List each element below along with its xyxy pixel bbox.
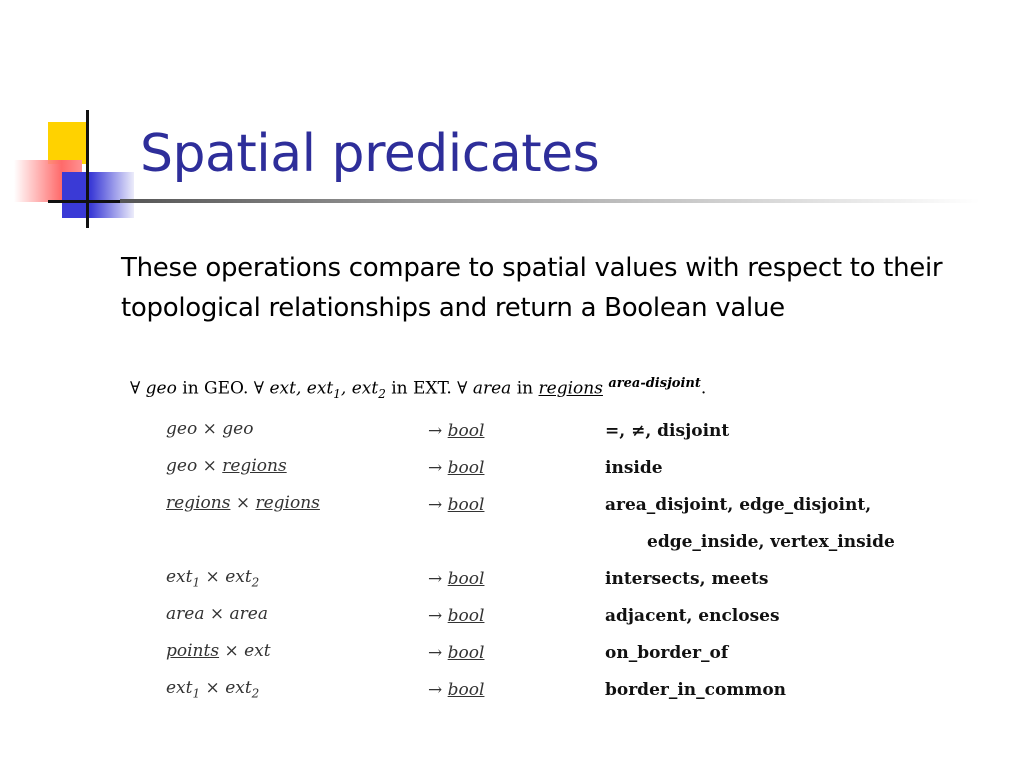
result-bool: bool [447,605,485,626]
slide-logo-squares [0,100,140,230]
formula-sub-2: 2 [378,387,386,402]
signature-operations: =, ≠, disjoint [605,420,730,441]
formula-regions: regions [538,378,603,399]
domain-operand-1: geo [166,419,198,440]
logo-yellow-square [48,122,88,164]
signature-operations: border_in_common [605,679,787,700]
domain-subscript-2: 2 [251,575,260,590]
domain-operand-2: ext [225,567,252,588]
formula-sub-1: 1 [333,387,341,402]
formula-superscript: area-disjoint [608,376,701,391]
signature-domain [160,412,422,449]
signature-row [160,449,901,486]
formula-ext: ext, ext [269,378,334,399]
signature-domain [160,634,422,671]
signature-operations: intersects, meets [605,568,769,589]
domain-times: × [230,493,256,514]
signature-domain [160,671,422,708]
result-bool: bool [447,679,485,700]
domain-operand-2: geo [222,419,254,440]
domain-operand-1: area [166,604,205,625]
signature-operations: edge_inside, vertex_inside [647,531,895,552]
domain-operand-2: regions [222,456,287,477]
signature-row [160,634,901,671]
signature-row [160,523,901,560]
arrow-symbol: → [428,642,448,663]
result-bool: bool [447,457,485,478]
domain-times: × [197,419,223,440]
result-bool: bool [447,494,485,515]
domain-operand-2: ext [244,641,271,662]
signature-result-type [422,523,599,560]
domain-operand-1: geo [166,456,198,477]
result-bool: bool [447,642,485,663]
signature-domain [160,449,422,486]
domain-operand-2: regions [255,493,320,514]
formula-in-geo: in GEO. ∀ [176,378,270,399]
domain-times: × [200,567,226,588]
domain-operand-1: points [166,641,220,662]
signature-result-type [422,634,599,671]
signature-domain [160,486,422,523]
signature-operations: on_border_of [605,642,729,663]
predicate-signature-table [160,412,901,708]
signature-result-type [422,486,599,523]
result-bool: bool [447,568,485,589]
domain-times: × [200,678,226,699]
domain-operand-2: ext [225,678,252,699]
domain-times: × [219,641,245,662]
formula-area: area [472,378,512,399]
signature-domain [160,560,422,597]
logo-vertical-line [86,110,89,228]
arrow-symbol: → [428,679,448,700]
signature-result-type [422,412,599,449]
domain-operand-1: ext [166,678,193,699]
domain-operand-2: area [229,604,268,625]
formula-quantifier: ∀ [130,378,146,399]
domain-subscript-1: 1 [192,575,201,590]
domain-subscript-2: 2 [251,686,260,701]
domain-subscript-1: 1 [192,686,201,701]
quantifier-formula [130,376,706,401]
signature-row [160,671,901,708]
signature-operations: area_disjoint, edge_disjoint, [605,494,872,515]
formula-in-ext: in EXT. ∀ [385,378,473,399]
domain-times: × [204,604,230,625]
signature-row [160,597,901,634]
signature-result-type [422,671,599,708]
domain-times: × [197,456,223,477]
arrow-symbol: → [428,494,448,515]
signature-row [160,412,901,449]
intro-paragraph: These operations compare to spatial values with respect to their topological relationships and return a Boolean value [121,253,943,323]
formula-end: . [700,378,707,399]
arrow-symbol: → [428,457,448,478]
signature-operations: inside [605,457,663,478]
formula-ext2: , ext [340,378,379,399]
domain-operand-1: ext [166,567,193,588]
title-underline-rule [120,199,980,203]
signature-result-type [422,560,599,597]
signature-row [160,486,901,523]
domain-operand-1: regions [166,493,231,514]
formula-geo: geo [145,378,177,399]
signature-operations: adjacent, encloses [605,605,780,626]
arrow-symbol: → [428,420,448,441]
signature-domain [160,523,422,560]
signature-result-type [422,597,599,634]
result-bool: bool [447,420,485,441]
formula-in: in [511,378,539,399]
arrow-symbol: → [428,605,448,626]
slide-title: Spatial predicates [140,124,600,184]
signature-result-type [422,449,599,486]
arrow-symbol: → [428,568,448,589]
logo-blue-square [62,172,134,218]
signature-row [160,560,901,597]
signature-domain [160,597,422,634]
